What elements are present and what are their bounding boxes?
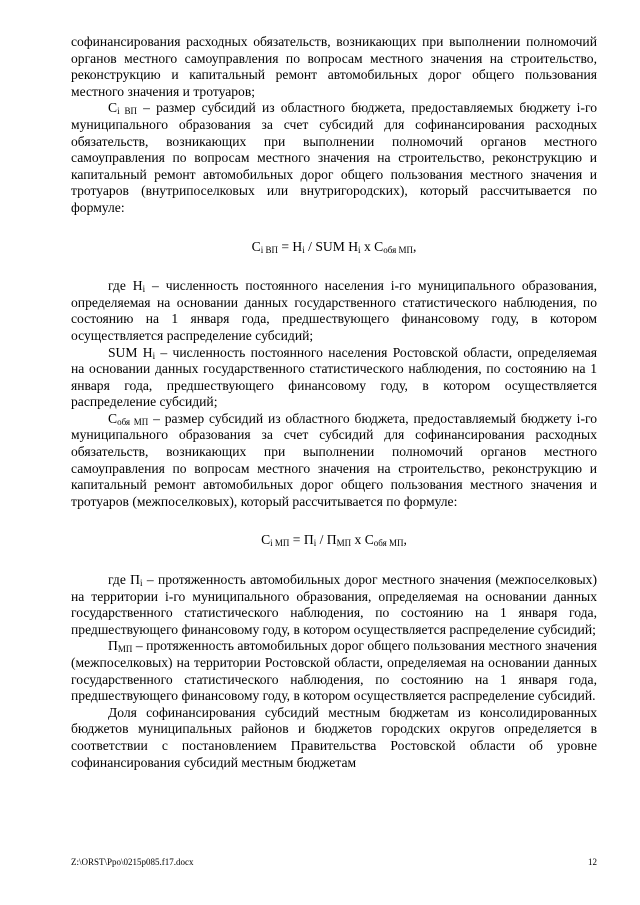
formula-subscript: i bbox=[302, 244, 305, 255]
paragraph-text: – размер субсидий из областного бюджета, предоставляемых бюджету i-го муниципального образования за счет субсидий для софинансирования расходных обязательств, возникающих при выполнении полномочий органов местного самоуправления по вопросам местного значения на строительство, реконструкцию и капитальный ремонт автомобильных дорог общего пользования местного значения и тротуаров (внутрипоселковых или внутригородских), который рассчитывается по формуле: bbox=[71, 100, 597, 215]
page-footer bbox=[71, 857, 597, 867]
subscript: i bbox=[140, 578, 143, 589]
symbol: П bbox=[108, 638, 118, 654]
paragraph-text: – протяженность автомобильных дорог местного значения (межпоселковых) на территории i-го муниципального образования, определяемая на основании данных государственного статистического наблюдения, по состоянию на 1 января года, предшествующего финансовому году, в котором осуществляется распределение субсидий; bbox=[71, 572, 597, 637]
formula-subscript: МП bbox=[336, 538, 352, 549]
file-path: Z:\ORST\Ppo\0215p085.f17.docx bbox=[71, 857, 194, 867]
paragraph-hi-definition bbox=[71, 278, 597, 344]
formula-term: / SUM H bbox=[304, 238, 359, 254]
paragraph-continuation: софинансирования расходных обязательств, возникающих при выполнении полномочий органов местного самоуправления по вопросам местного значения на строительство, реконструкцию и капитальный ремонт автомобильных дорог общего пользования местного значения и тротуаров; bbox=[71, 34, 597, 99]
paragraph-text: – протяженность автомобильных дорог общего пользования местного значения (межпоселковых) на территории Ростовской области, определяемая на основании данных государственного статистического наблюдения, по состоянию на 1 января года, предшествующего финансовому году, в котором осуществляется распределение субсидий. bbox=[71, 638, 597, 704]
formula-subscript: i ВП bbox=[260, 244, 278, 255]
formula-subscript: i МП bbox=[270, 538, 290, 549]
symbol: где H bbox=[108, 278, 143, 294]
paragraph-text: – численность постоянного населения Ростовской области, определяемая на основании данных государственного статистического наблюдения, по состоянию на 1 января года, предшествующего финансовому году, в котором осуществляется распределение субсидий; bbox=[71, 344, 597, 410]
subscript: i ВП bbox=[117, 106, 138, 117]
formula-term: x C bbox=[351, 532, 374, 548]
formula-term: C bbox=[261, 532, 271, 548]
subscript: i bbox=[142, 284, 146, 295]
symbol: где П bbox=[108, 572, 141, 588]
formula-2 bbox=[71, 532, 597, 549]
formula-1 bbox=[71, 239, 597, 256]
subscript: МП bbox=[117, 644, 133, 655]
formula-term: x C bbox=[360, 238, 384, 254]
symbol: C bbox=[108, 100, 118, 116]
formula-term: / П bbox=[316, 532, 337, 548]
symbol: SUM H bbox=[108, 344, 153, 360]
formula-term: , bbox=[403, 532, 407, 548]
formula-subscript: i bbox=[358, 244, 361, 255]
paragraph-pmp-definition bbox=[71, 638, 597, 704]
formula-term: = П bbox=[289, 532, 314, 548]
paragraph-cofinancing-share: Доля софинансирования субсидий местным бюджетам из консолидированных бюджетов муниципальных районов и бюджетов городских округов определяется в соответствии с постановлением Правительства Ростовской области об уровне софинансирования субсидий местным бюджетам bbox=[71, 704, 597, 770]
formula-term: C bbox=[251, 238, 261, 254]
document-body bbox=[71, 34, 597, 771]
subscript: i bbox=[152, 350, 156, 361]
formula-term: = H bbox=[277, 238, 303, 254]
paragraph-c-vp-definition bbox=[71, 100, 597, 216]
formula-term: , bbox=[412, 238, 417, 254]
paragraph-sum-hi-definition bbox=[71, 345, 597, 411]
symbol: C bbox=[108, 410, 118, 426]
paragraph-c-obya-definition bbox=[71, 411, 597, 511]
page-number: 12 bbox=[588, 857, 597, 867]
formula-subscript: обя МП bbox=[383, 244, 413, 255]
subscript: обя МП bbox=[117, 416, 149, 427]
paragraph-text: – размер субсидий из областного бюджета, предоставляемый бюджету i-го муниципального образования за счет субсидий для софинансирования расходных обязательств, возникающих при выполнении полномочий органов местного самоуправления по вопросам местного значения на строительство, реконструкцию и капитальный ремонт автомобильных дорог общего пользования местного значения и тротуаров (межпоселковых), который рассчитывается по формуле: bbox=[71, 410, 597, 509]
paragraph-pi-definition bbox=[71, 572, 597, 638]
paragraph-text: – численность постоянного населения i-го муниципального образования, определяемая на основании данных государственного статистического наблюдения, по состоянию на 1 января года, предшествующего финансовому году, в котором осуществляется распределение субсидий; bbox=[71, 278, 597, 343]
formula-subscript: i bbox=[313, 538, 317, 549]
formula-subscript: обя МП bbox=[373, 538, 404, 549]
